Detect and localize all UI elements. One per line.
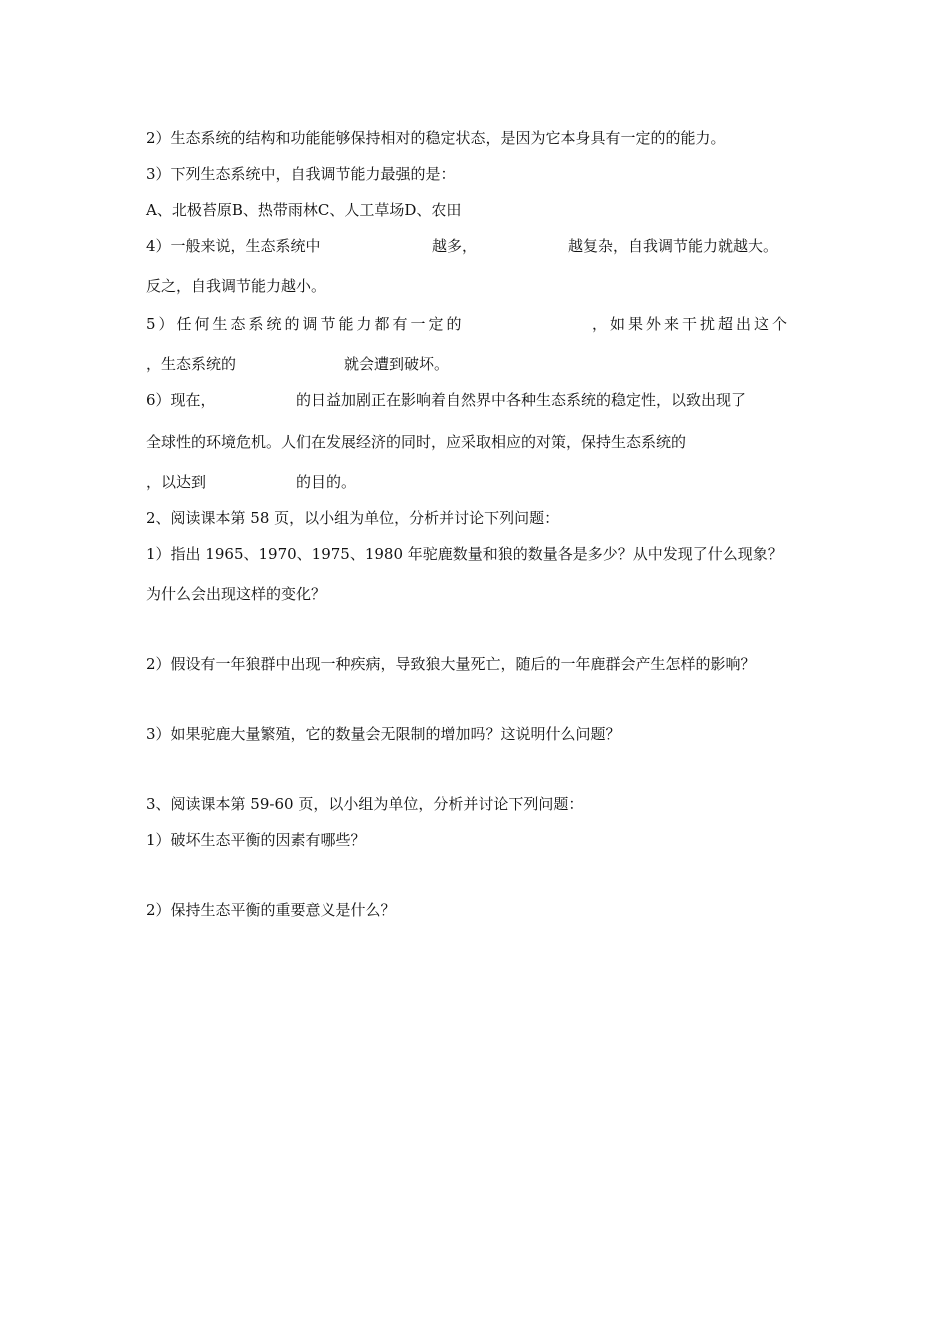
section-2-question-1-cont: 为什么会出现这样的变化？ bbox=[146, 585, 327, 603]
section-3-question-1: 1）破坏生态平衡的因素有哪些？ bbox=[146, 831, 366, 849]
question-line-3: 3）下列生态系统中，自我调节能力最强的是： bbox=[146, 165, 456, 183]
question-line-6-cont: 全球性的环境危机。人们在发展经济的同时，应采取相应的对策，保持生态系统的 bbox=[146, 433, 687, 451]
line-6-end-part-b: 的目的。 bbox=[296, 473, 357, 491]
line-6-part-b: 的日益加剧正在影响着自然界中各种生态系统的稳定性，以致出现了 bbox=[296, 391, 747, 409]
section-3-heading: 3、阅读课本第 59-60 页，以小组为单位，分析并讨论下列问题： bbox=[146, 795, 584, 813]
line-5-cont-part-b: 就会遭到破坏。 bbox=[344, 355, 450, 373]
line-4-part-a: 4）一般来说，生态系统中 bbox=[146, 237, 321, 255]
section-2-heading: 2、阅读课本第 58 页，以小组为单位，分析并讨论下列问题： bbox=[146, 509, 560, 527]
line-6-part-a: 6）现在， bbox=[146, 391, 216, 409]
line-4-part-b: 越多， bbox=[432, 237, 478, 255]
line-6-end-part-a: ，以达到 bbox=[146, 473, 207, 491]
section-2-question-1: 1）指出 1965、1970、1975、1980 年驼鹿数量和狼的数量各是多少？从中发现了什么现象？ bbox=[146, 545, 783, 563]
question-line-4-cont: 反之，自我调节能力越小。 bbox=[146, 277, 327, 295]
question-line-2-1: 2）生态系统的结构和功能能够保持相对的稳定状态，是因为它本身具有一定的的能力。 bbox=[146, 129, 726, 147]
line-5-part-a: 5）任何生态系统的调节能力都有一定的 bbox=[146, 315, 465, 333]
line-5-cont-part-a: ，生态系统的 bbox=[146, 355, 237, 373]
section-2-question-3: 3）如果驼鹿大量繁殖，它的数量会无限制的增加吗？这说明什么问题？ bbox=[146, 725, 621, 743]
line-5-part-b: ，如果外来干扰超出这个 bbox=[592, 315, 791, 333]
question-options: A、北极苔原B、热带雨林C、人工草场D、农田 bbox=[146, 201, 462, 219]
section-3-question-2: 2）保持生态平衡的重要意义是什么？ bbox=[146, 901, 396, 919]
line-4-part-c: 越复杂，自我调节能力就越大。 bbox=[568, 237, 779, 255]
section-2-question-2: 2）假设有一年狼群中出现一种疾病，导致狼大量死亡，随后的一年鹿群会产生怎样的影响？ bbox=[146, 655, 756, 673]
